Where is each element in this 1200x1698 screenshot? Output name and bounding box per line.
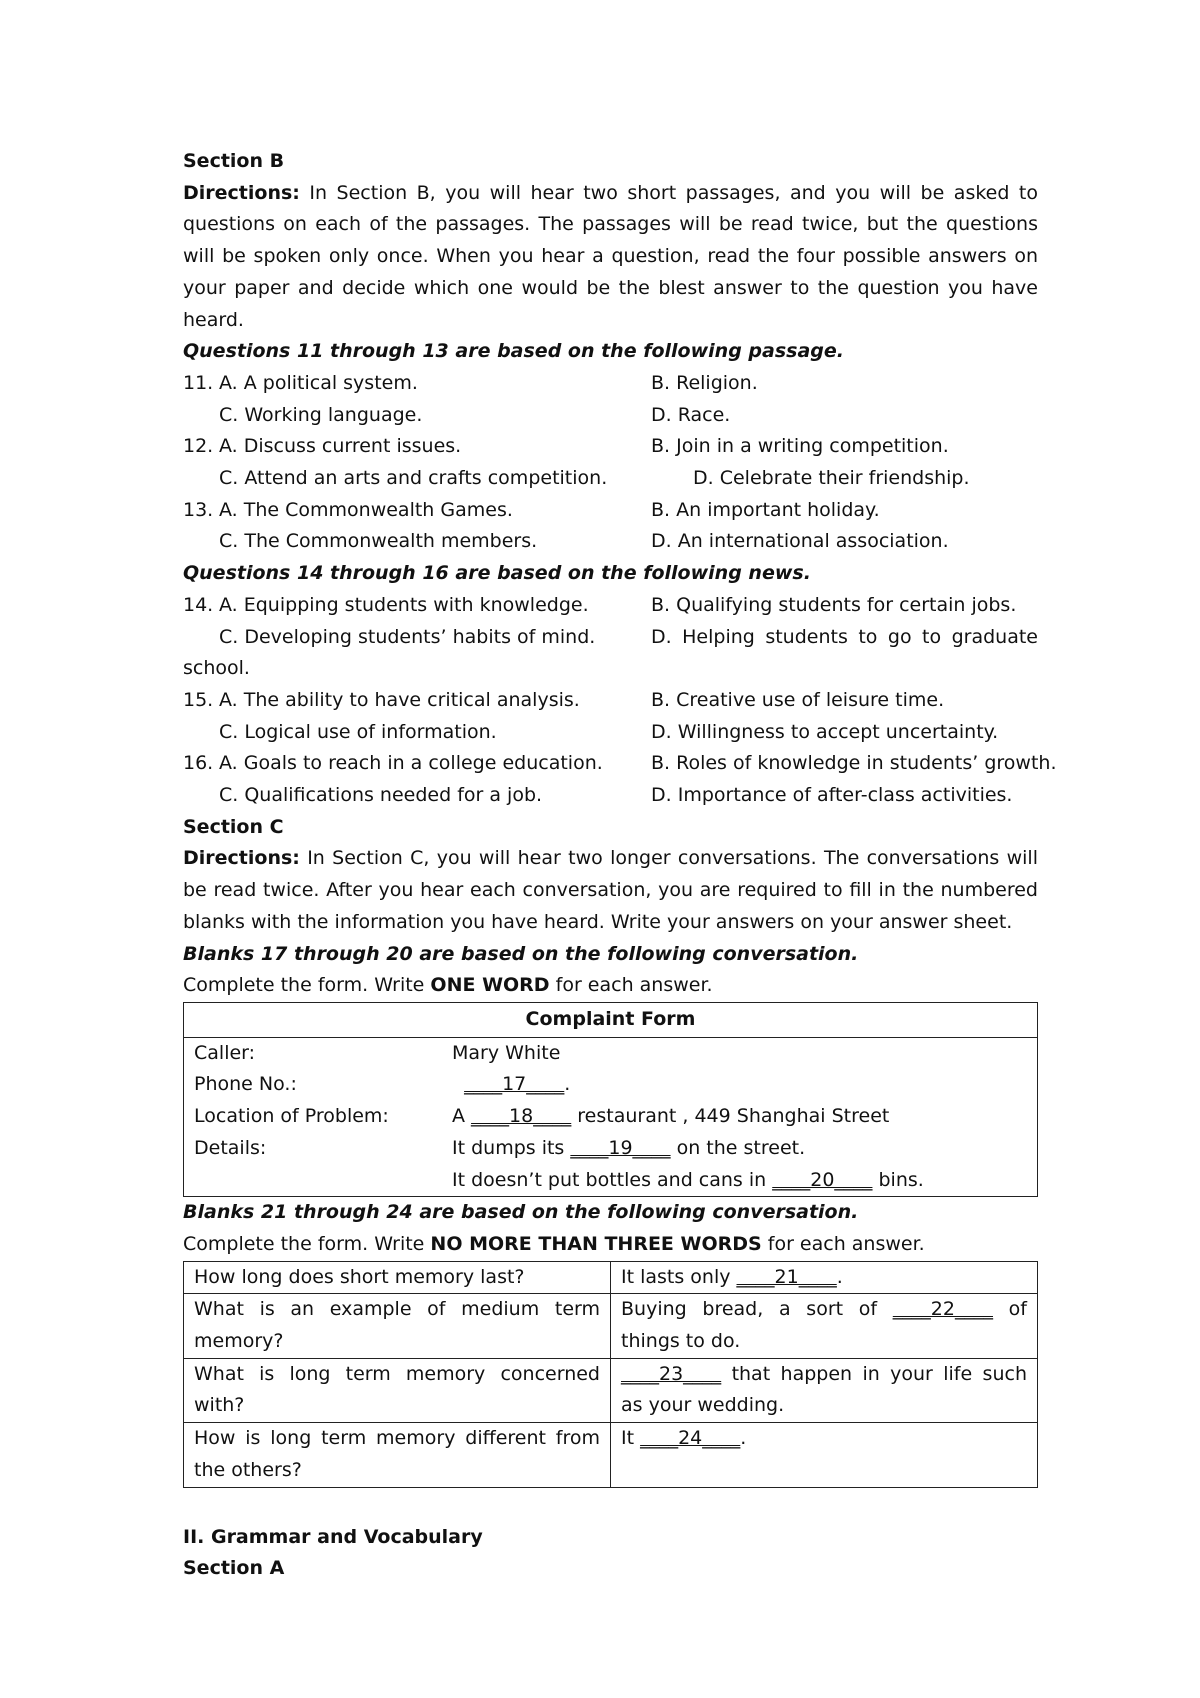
section-a-title: Section A [183,1557,285,1580]
answer-cell [611,1294,1038,1358]
answer-post: that happen in your life such as your wedding. [621,1362,1027,1417]
table-row [184,1358,1038,1422]
answer-pre: It [621,1427,641,1450]
option-b: B. Roles of knowledge in students’ growth. [651,752,1057,775]
details-label: Details: [184,1133,443,1165]
directions-label: Directions: [183,181,300,204]
option-d-continued: school. [183,657,250,680]
question-14 [183,590,1038,685]
caller-value: Mary White [442,1037,1038,1069]
details-value-2 [442,1165,1038,1197]
option-d: D. Importance of after-class activities. [651,784,1013,807]
option-d: D. Race. [651,403,731,426]
option-b: B. An important holiday. [651,498,880,521]
instruction-text: Complete the form. Write [183,974,431,997]
answer-pre: It lasts only [621,1265,737,1288]
complaint-form-title: Complaint Form [184,1002,1038,1037]
blank-23: ____23____ [621,1362,722,1385]
details-post: bins. [872,1168,924,1191]
question-cell: What is long term memory concerned with? [184,1358,611,1422]
option-b: B. Religion. [651,371,758,394]
question-13 [183,495,1038,558]
question-number: 14. [183,593,214,616]
answer-post: . [740,1427,747,1450]
question-number: 12. [183,435,214,458]
option-a: A. Discuss current issues. [219,435,462,458]
question-cell: How long does short memory last? [184,1261,611,1294]
phone-end: . [564,1073,571,1096]
group-heading: Questions 11 through 13 are based on the following passage. [183,340,844,363]
section-c-directions [183,843,1038,938]
option-d: D. Willingness to accept uncertainty. [651,720,999,743]
group-heading: Blanks 17 through 20 are based on the following conversation. [183,942,859,965]
question-16 [183,748,1057,811]
group-heading: Blanks 21 through 24 are based on the following conversation. [183,1201,859,1224]
question-11 [183,368,1038,431]
details-value-1 [442,1133,1038,1165]
complaint-form [183,1002,1038,1197]
location-label: Location of Problem: [184,1101,443,1133]
section-c-title: Section C [183,815,284,838]
option-a: A. A political system. [219,371,418,394]
instruction-emphasis: NO MORE THAN THREE WORDS [430,1232,762,1255]
instruction-text: for each answer. [549,974,713,997]
spacer [183,1488,1038,1522]
location-value [442,1101,1038,1133]
empty-cell [184,1165,443,1197]
exam-page [183,146,1057,1585]
question-12 [183,431,1038,494]
section-b-title: Section B [183,150,285,172]
answer-cell [611,1423,1038,1487]
option-d: D. Celebrate their friendship. [693,467,970,490]
question-number: 15. [183,688,214,711]
blank-24: ____24____ [640,1427,741,1450]
option-a: A. The ability to have critical analysis. [219,688,580,711]
option-c: C. The Commonwealth members. [219,530,538,553]
directions-label: Directions: [183,847,300,870]
memory-table [183,1261,1038,1488]
question-cell: How is long term memory different from the others? [184,1423,611,1487]
part-2-title: II. Grammar and Vocabulary [183,1525,483,1548]
blank-20: ____20____ [772,1168,873,1191]
answer-post: . [836,1265,843,1288]
blank-18: ____18____ [471,1105,572,1128]
question-15 [183,685,1038,748]
directions-text: In Section C, you will hear two longer conversations. The conversations will be read twice. After you hear each conversation, you are required to fill in the numbered blanks with the information you have heard. Write your answers on your answer sheet. [183,847,1038,933]
details-post: on the street. [670,1136,806,1159]
option-a: A. Goals to reach in a college education. [219,752,603,775]
option-c: C. Qualifications needed for a job. [219,784,543,807]
option-c: C. Logical use of information. [219,720,497,743]
option-c: C. Developing students’ habits of mind. [219,625,596,648]
form-instruction [183,970,1038,1002]
answer-cell [611,1358,1038,1422]
location-pre: A [452,1105,472,1128]
option-b: B. Creative use of leisure time. [651,688,945,711]
blank-22: ____22____ [892,1298,993,1321]
instruction-text: for each answer. [761,1232,925,1255]
question-number: 16. [183,752,214,775]
question-cell: What is an example of medium term memory? [184,1294,611,1358]
table-row [184,1261,1038,1294]
details-pre: It dumps its [452,1136,571,1159]
option-b: B. Qualifying students for certain jobs. [651,593,1017,616]
directions-text: In Section B, you will hear two short passages, and you will be asked to questions on each of the passages. The passages will be read twice, but the questions will be spoken only once. When you hear a question, read the four possible answers on your paper and decide which one would be the blest answer to the question you have heard. [183,181,1038,331]
location-post: restaurant , 449 Shanghai Street [571,1105,890,1128]
table-row [184,1294,1038,1358]
blank-17: ____17____ [464,1073,565,1096]
form-instruction [183,1229,1038,1261]
group-heading: Questions 14 through 16 are based on the following news. [183,562,811,585]
section-b-directions [183,178,1038,337]
instruction-text: Complete the form. Write [183,1232,431,1255]
details-pre: It doesn’t put bottles and cans in [452,1168,773,1191]
answer-post: of things to do. [621,1298,1027,1353]
blank-21: ____21____ [736,1265,837,1288]
phone-label: Phone No.: [184,1069,443,1101]
question-number: 11. [183,371,214,394]
option-d: D. An international association. [651,530,949,553]
answer-pre: Buying bread, a sort of [621,1298,893,1321]
caller-label: Caller: [184,1037,443,1069]
phone-value [442,1069,1038,1101]
instruction-emphasis: ONE WORD [430,974,550,997]
option-c: C. Attend an arts and crafts competition. [219,467,608,490]
table-row [184,1423,1038,1487]
option-a: A. The Commonwealth Games. [219,498,513,521]
answer-cell [611,1261,1038,1294]
option-d: D. Helping students to go to graduate [651,625,1038,648]
option-c: C. Working language. [219,403,423,426]
option-a: A. Equipping students with knowledge. [219,593,589,616]
option-b: B. Join in a writing competition. [651,435,949,458]
question-number: 13. [183,498,214,521]
blank-19: ____19____ [570,1136,671,1159]
